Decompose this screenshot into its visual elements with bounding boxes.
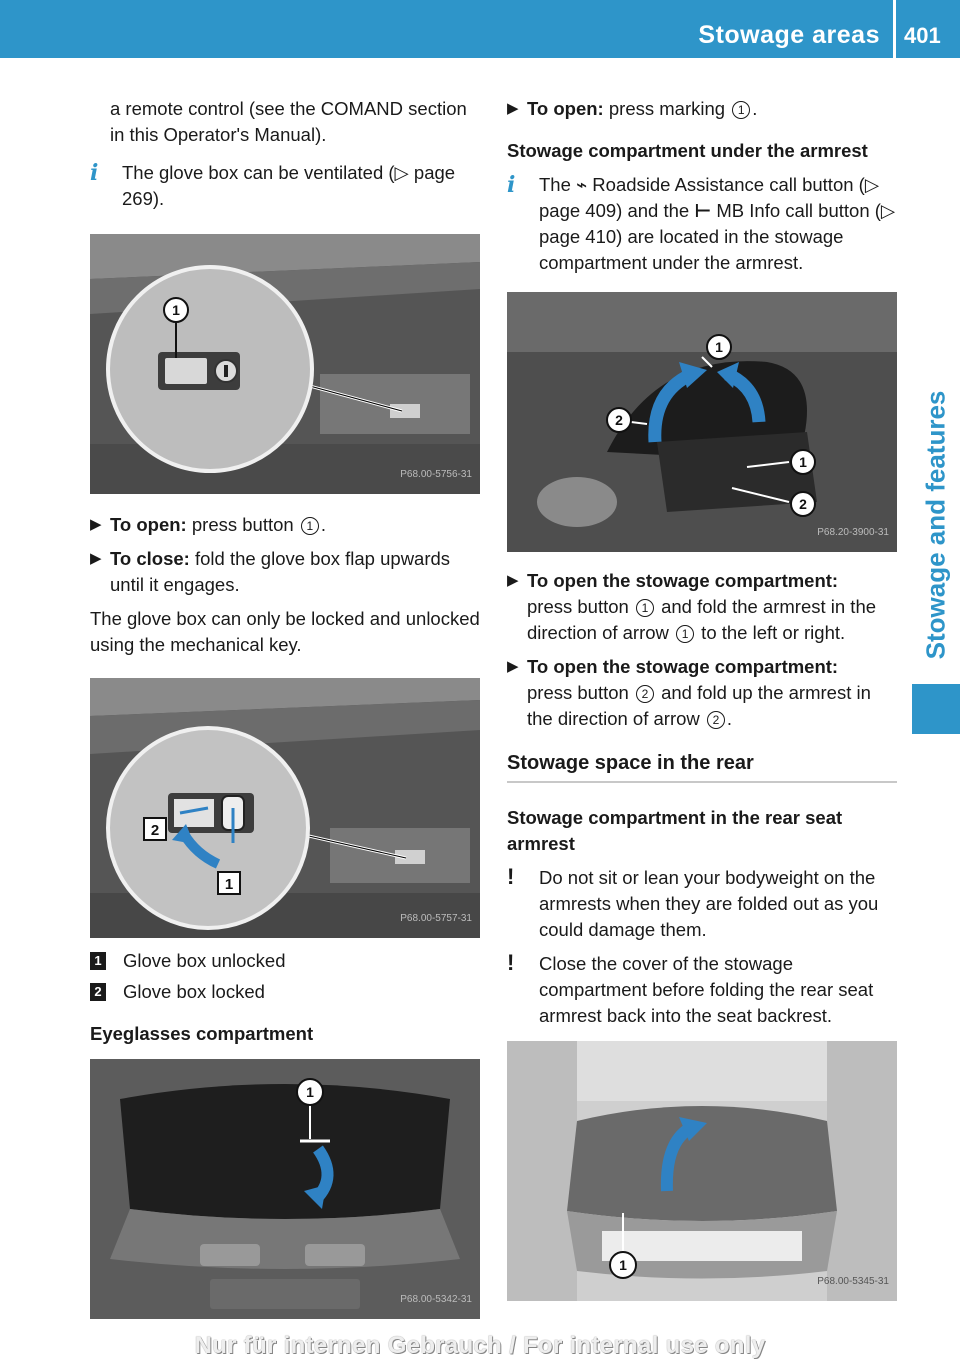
footer-watermark: Nur für internen Gebrauch / For internal use only [194, 1332, 766, 1359]
triangle-right-icon: ▶ [90, 550, 102, 567]
info-text: The glove box can be ventilated (▷ page 269). [122, 162, 456, 209]
callout-ref: 1 [732, 101, 750, 119]
legend-number: 2 [90, 983, 106, 1001]
figure-code: P68.00-5342-31 [400, 1294, 472, 1305]
callout-ref: 1 [676, 625, 694, 643]
exclamation-icon: ! [507, 950, 515, 975]
heading-armrest: Stowage compartment under the armrest [507, 140, 868, 161]
intro-paragraph: a remote control (see the COMAND section in this Operator's Manual). [110, 98, 467, 145]
figure-code: P68.00-5757-31 [400, 913, 472, 924]
exclamation-icon: ! [507, 864, 515, 889]
figure-code: P68.20-3900-31 [817, 527, 889, 538]
legend-item: 1 Glove box unlocked [90, 948, 482, 974]
callout-2b: 2 [799, 496, 807, 512]
header-divider [893, 0, 896, 58]
callout-2: 2 [615, 412, 623, 428]
figure-armrest [507, 292, 897, 552]
warning-note: ! Do not sit or lean your bodyweight on the armrests when they are folded out as you could damage them. [507, 864, 879, 940]
figure-code: P68.00-5756-31 [400, 469, 472, 480]
step-to-close: ▶ To close: fold the glove box flap upwards until it engages. [90, 548, 451, 595]
roadside-assistance-icon: ⌁ [576, 174, 588, 195]
heading-rear-stowage: Stowage space in the rear [507, 750, 897, 783]
lock-paragraph: The glove box can only be locked and unlocked using the mechanical key. [90, 608, 480, 655]
triangle-right-icon: ▶ [507, 658, 519, 675]
side-tab-label: Stowage and features [920, 390, 951, 660]
section-title: Stowage areas [698, 21, 880, 49]
info-icon: i [90, 160, 99, 186]
page-number: 401 [904, 23, 941, 48]
triangle-right-icon: ▶ [507, 100, 519, 117]
right-column [507, 96, 897, 1301]
figure-eyeglasses [90, 1059, 480, 1319]
heading-eyeglasses: Eyeglasses compartment [90, 1023, 314, 1044]
figure-glove-box-lock [90, 678, 480, 938]
triangle-right-icon: ▶ [90, 516, 102, 533]
step-to-open-eyeglasses: ▶ To open: press marking 1 . [507, 96, 897, 122]
triangle-right-icon: ▶ [507, 572, 519, 589]
callout-ref: 2 [636, 685, 654, 703]
mb-info-icon: ⊢ [694, 200, 712, 221]
legend-number: 1 [90, 952, 106, 970]
step-open-compartment-2: ▶ To open the stowage compartment: press button 2 and fold up the armrest in the direction of arrow 2 . [507, 656, 871, 729]
info-note-ventilation [90, 160, 482, 212]
left-column [90, 96, 482, 1319]
figure-rear-armrest [507, 1041, 897, 1301]
callout-ref: 2 [707, 711, 725, 729]
callout-1: 1 [306, 1084, 314, 1100]
callout-2: 2 [150, 822, 160, 839]
figure-glove-box-button [90, 234, 480, 494]
callout-1: 1 [172, 302, 180, 318]
callout-1: 1 [224, 876, 234, 893]
info-note-armrest: i The ⌁ Roadside Assistance call button (▷ page 409) and the ⊢ MB Info call button (▷ page 410) are located in the stowage compartment under the armrest. [507, 172, 896, 273]
info-icon: i [507, 172, 516, 198]
step-to-open: ▶ To open: press button 1 . [90, 512, 482, 538]
step-open-compartment-1: ▶ To open the stowage compartment: press button 1 and fold the armrest in the direction of arrow 1 to the left or right. [507, 570, 877, 643]
side-tab-marker [912, 684, 960, 734]
warning-note: ! Close the cover of the stowage compartment before folding the rear seat armrest back into the seat backrest. [507, 950, 874, 1026]
callout-ref: 1 [301, 517, 319, 535]
callout-1: 1 [715, 339, 723, 355]
legend-item: 2 Glove box locked [90, 979, 482, 1005]
callout-1: 1 [619, 1257, 627, 1273]
heading-rear-armrest: Stowage compartment in the rear seat armrest [507, 807, 843, 854]
callout-1b: 1 [799, 454, 807, 470]
figure-code: P68.00-5345-31 [817, 1276, 889, 1287]
callout-ref: 1 [636, 599, 654, 617]
